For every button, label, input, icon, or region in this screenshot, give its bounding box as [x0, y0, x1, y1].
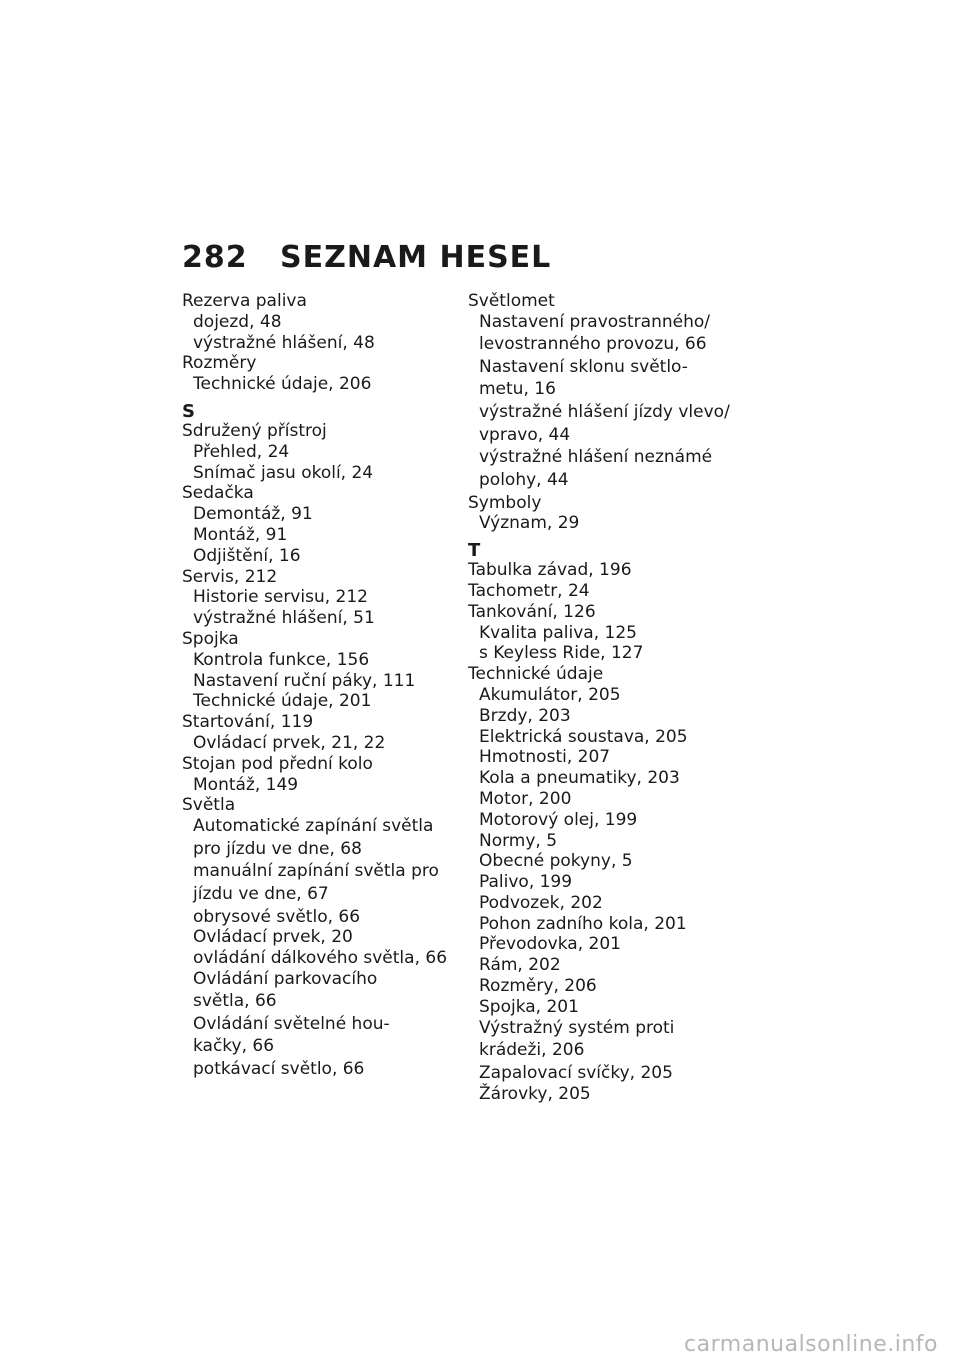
- index-subentry: Žárovky, 205: [479, 1083, 591, 1104]
- index-entry: Technické údaje: [468, 664, 604, 685]
- index-subentry: jízdu ve dne, 67: [193, 883, 329, 904]
- index-subentry: Technické údaje, 201: [193, 691, 372, 712]
- index-entry: Tachometr, 24: [468, 580, 590, 601]
- index-subentry: Kontrola funkce, 156: [193, 649, 370, 670]
- index-subentry: Spojka, 201: [479, 996, 579, 1017]
- index-subentry: levostranného provozu, 66: [479, 334, 707, 355]
- index-entry: Tabulka závad, 196: [468, 560, 632, 581]
- index-subentry: Podvozek, 202: [479, 892, 603, 913]
- page-number: 282: [182, 240, 248, 275]
- index-subentry: výstražné hlášení, 48: [193, 332, 375, 353]
- index-subentry: Ovládací prvek, 20: [193, 927, 353, 948]
- index-letter-heading: T: [468, 540, 481, 562]
- index-subentry: polohy, 44: [479, 469, 569, 490]
- index-subentry: Nastavení pravostranného/: [479, 311, 710, 332]
- index-subentry: Brzdy, 203: [479, 705, 571, 726]
- index-subentry: Význam, 29: [479, 513, 580, 534]
- index-subentry: Technické údaje, 206: [193, 374, 372, 395]
- index-subentry: Montáž, 149: [193, 774, 299, 795]
- index-entry: Rezerva paliva: [182, 291, 307, 311]
- index-subentry: výstražné hlášení jízdy vlevo/: [479, 402, 730, 423]
- index-subentry: Historie servisu, 212: [193, 587, 368, 608]
- index-subentry: Rozměry, 206: [479, 976, 597, 997]
- index-column-left: [182, 291, 462, 1080]
- index-subentry: Palivo, 199: [479, 872, 573, 893]
- footer: [0, 1330, 960, 1362]
- index-subentry: obrysové světlo, 66: [193, 906, 361, 927]
- index-subentry: pro jízdu ve dne, 68: [193, 838, 362, 859]
- index-subentry: Motorový olej, 199: [479, 809, 638, 830]
- index-subentry: výstražné hlášení neznámé: [479, 447, 713, 468]
- index-subentry: Motor, 200: [479, 788, 572, 809]
- index-subentry: Kvalita paliva, 125: [479, 622, 637, 643]
- index-subentry: světla, 66: [193, 991, 277, 1012]
- index-subentry: potkávací světlo, 66: [193, 1059, 365, 1080]
- index-entry: Světlomet: [468, 291, 555, 311]
- index-subentry: Snímač jasu okolí, 24: [193, 462, 374, 483]
- index-subentry: metu, 16: [479, 379, 556, 400]
- index-subentry: krádeži, 206: [479, 1040, 585, 1061]
- index-subentry: Demontáž, 91: [193, 504, 313, 525]
- index-entry: Sdružený přístroj: [182, 420, 327, 441]
- page-title: SEZNAM HESEL: [280, 240, 552, 275]
- index-subentry: Nastavení ruční páky, 111: [193, 670, 416, 691]
- index-subentry: Nastavení sklonu světlo-: [479, 356, 688, 377]
- index-subentry: Výstražný systém proti: [479, 1017, 675, 1038]
- index-subentry: vpravo, 44: [479, 424, 571, 445]
- index-subentry: Obecné pokyny, 5: [479, 851, 633, 872]
- index-subentry: Zapalovací svíčky, 205: [479, 1062, 673, 1083]
- index-entry: Sedačka: [182, 483, 254, 504]
- index-subentry: kačky, 66: [193, 1036, 275, 1057]
- index-subentry: Ovládací prvek, 21, 22: [193, 732, 386, 753]
- index-subentry: Rám, 202: [479, 955, 561, 976]
- index-subentry: Montáž, 91: [193, 524, 288, 545]
- index-subentry: Automatické zapínání světla: [193, 816, 434, 837]
- index-subentry: Akumulátor, 205: [479, 684, 621, 705]
- index-entry: Spojka: [182, 628, 239, 649]
- index-entry: Stojan pod přední kolo: [182, 753, 373, 774]
- index-subentry: Normy, 5: [479, 830, 558, 851]
- index-subentry: Elektrická soustava, 205: [479, 726, 688, 747]
- index-subentry: Ovládání parkovacího: [193, 968, 378, 989]
- index-subentry: Pohon zadního kola, 201: [479, 913, 687, 934]
- index-entry: Tankování, 126: [468, 601, 596, 622]
- index-subentry: výstražné hlášení, 51: [193, 608, 375, 629]
- watermark[interactable]: carmanualsonline.info: [684, 1332, 938, 1357]
- index-entry: Rozměry: [182, 353, 257, 374]
- index-subentry: s Keyless Ride, 127: [479, 643, 644, 664]
- index-entry: Startování, 119: [182, 712, 314, 733]
- index-entry: Symboly: [468, 492, 542, 513]
- index-subentry: manuální zapínání světla pro: [193, 861, 439, 882]
- index-subentry: ovládání dálkového světla, 66: [193, 948, 448, 969]
- index-letter-heading: S: [182, 400, 195, 422]
- index-entry: Servis, 212: [182, 566, 278, 587]
- index-subentry: Hmotnosti, 207: [479, 747, 611, 768]
- index-entry: Světla: [182, 795, 236, 816]
- index-subentry: Přehled, 24: [193, 441, 290, 462]
- page-header: [182, 240, 551, 275]
- index-subentry: Odjištění, 16: [193, 545, 301, 566]
- index-column-right: [468, 291, 748, 1104]
- index-subentry: Převodovka, 201: [479, 934, 621, 955]
- index-subentry: Ovládání světelné hou-: [193, 1014, 390, 1035]
- index-subentry: dojezd, 48: [193, 311, 282, 332]
- index-subentry: Kola a pneumatiky, 203: [479, 768, 680, 789]
